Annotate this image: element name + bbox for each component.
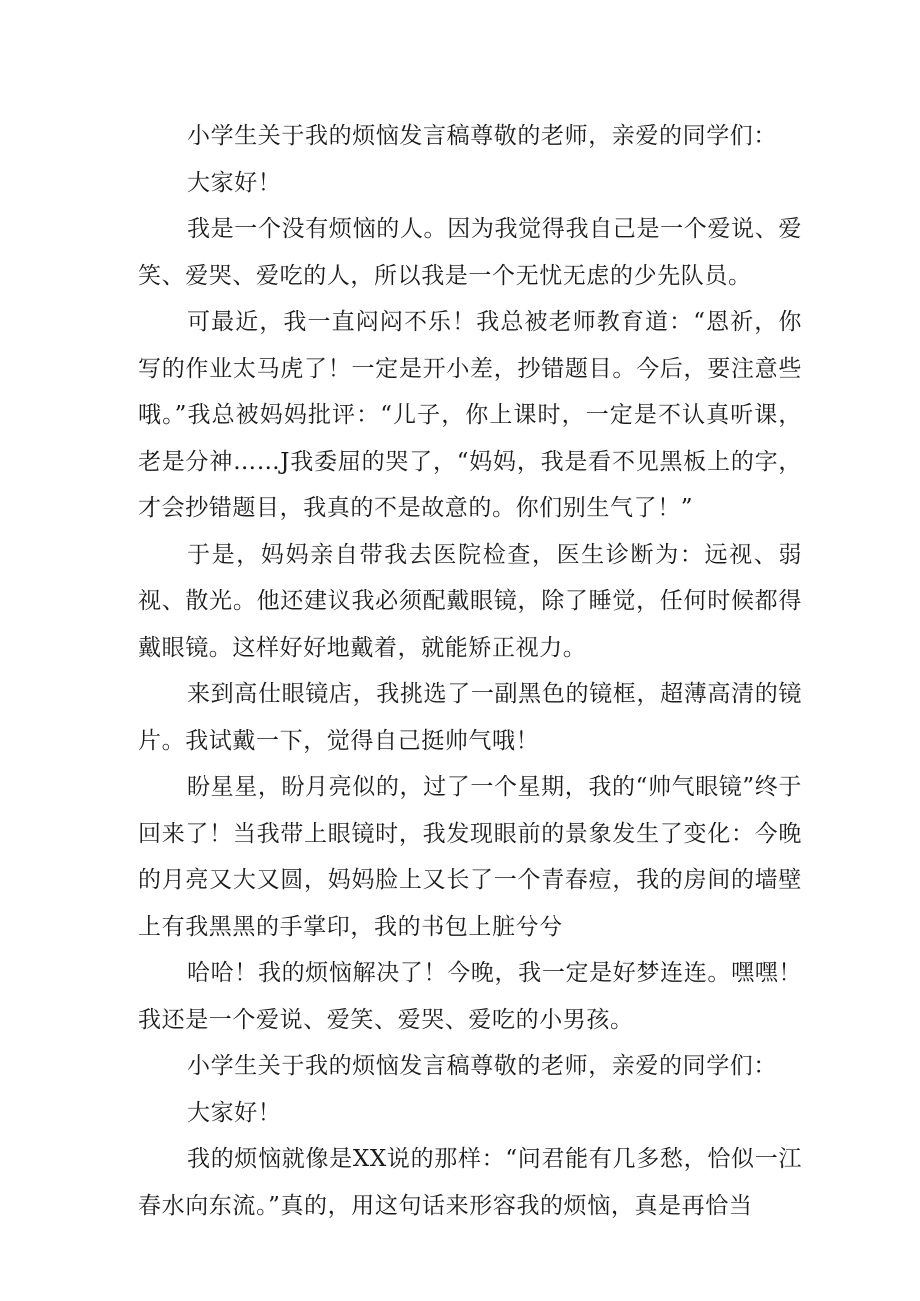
paragraph-scolded: 可最近，我一直闷闷不乐！我总被老师教育道：“恩祈，你写的作业太马虎了！一定是开小差，抄错题目。今后，要注意些哦。”我总被妈妈批评：“儿子，你上课时，一定是不认真听课，老是分神……J我委屈的哭了，“妈妈，我是看不见黑板上的字，才会抄错题目，我真的不是故意的。你们别生气了！” bbox=[138, 309, 802, 521]
paragraph-new-glasses: 盼星星，盼月亮似的，过了一个星期，我的“帅气眼镜”终于回来了！当我带上眼镜时，我发现眼前的景象发生了变化：今晚的月亮又大又圆，妈妈脸上又长了一个青春痘，我的房间的墙壁上有我黑黑的手掌印，我的书包上脏兮兮 bbox=[138, 774, 802, 940]
paragraph-glasses-shop: 来到高仕眼镜店，我挑选了一副黑色的镜框，超薄高清的镜片。我试戴一下，觉得自己挺帅气哦！ bbox=[138, 681, 802, 754]
paragraph-solved: 哈哈！我的烦恼解决了！今晚，我一定是好梦连连。嘿嘿！我还是一个爱说、爱笑、爱哭、爱吃的小男孩。 bbox=[138, 960, 802, 1033]
document-body bbox=[138, 113, 802, 1229]
paragraph-hospital: 于是，妈妈亲自带我去医院检查，医生诊断为：远视、弱视、散光。他还建议我必须配戴眼镜，除了睡觉，任何时候都得戴眼镜。这样好好地戴着，就能矫正视力。 bbox=[138, 541, 802, 661]
paragraph-title-1: 小学生关于我的烦恼发言稿尊敬的老师，亲爱的同学们： bbox=[187, 123, 777, 149]
paragraph-title-2: 小学生关于我的烦恼发言稿尊敬的老师，亲爱的同学们： bbox=[187, 1053, 777, 1079]
paragraph-greeting-2: 大家好！ bbox=[187, 1099, 282, 1126]
paragraph-worries: 我的烦恼就像是XX说的那样：“问君能有几多愁，恰似一江春水向东流。”真的，用这句话来形容我的烦恼，真是再恰当 bbox=[138, 1146, 802, 1219]
paragraph-intro: 我是一个没有烦恼的人。因为我觉得我自己是一个爱说、爱笑、爱哭、爱吃的人，所以我是一个无忧无虑的少先队员。 bbox=[138, 216, 802, 289]
paragraph-greeting-1: 大家好！ bbox=[187, 169, 282, 196]
